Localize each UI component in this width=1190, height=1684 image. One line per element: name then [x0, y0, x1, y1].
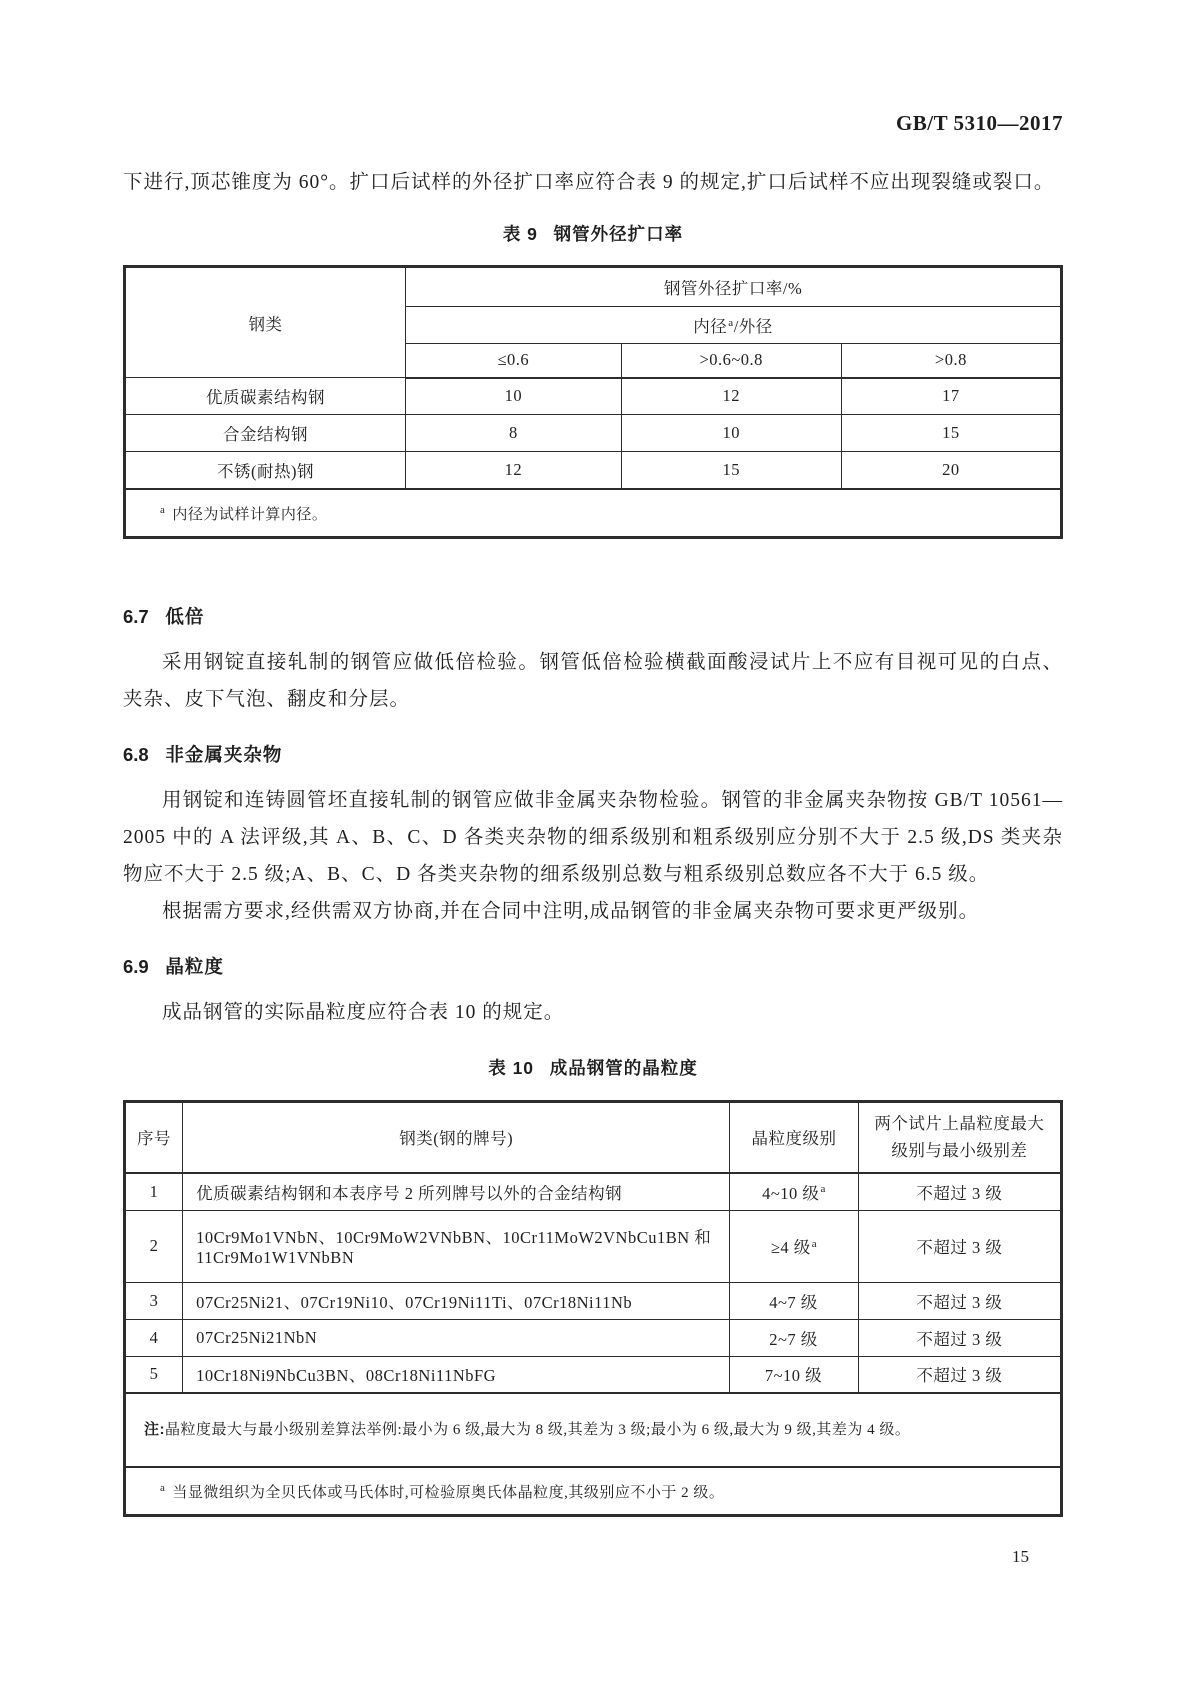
- row-number-cell: 3: [125, 1282, 183, 1319]
- table9-corner-header: 钢类: [125, 267, 406, 378]
- table-row: [125, 1356, 1062, 1393]
- table10-header-grain: 晶粒度级别: [730, 1101, 858, 1173]
- footnote-marker-a: a: [811, 1237, 818, 1250]
- value-cell: 15: [841, 415, 1061, 452]
- grain-level-cell: 4~10 级$^a$: [730, 1173, 858, 1210]
- table10-header-diff: 两个试片上晶粒度最大 级别与最小级别差: [858, 1101, 1061, 1173]
- steel-type-cell: 不锈(耐热)钢: [125, 452, 406, 489]
- table9-flaring-ratio: [123, 265, 1063, 539]
- row-number-cell: 1: [125, 1173, 183, 1210]
- steel-grade-cell: 10Cr9Mo1VNbN、10Cr9MoW2VNbBN、10Cr11MoW2VNbCu1BN 和 11Cr9Mo1W1VNbBN: [183, 1210, 730, 1282]
- value-cell: 12: [621, 378, 841, 415]
- table10-caption: [123, 1055, 1063, 1080]
- intro-paragraph: 下进行,顶芯锥度为 60°。扩口后试样的外径扩口率应符合表 9 的规定,扩口后试样不应出现裂缝或裂口。: [123, 172, 1055, 193]
- steel-type-cell: 优质碳素结构钢: [125, 378, 406, 415]
- diff-cell: 不超过 3 级: [858, 1356, 1061, 1393]
- table-row: [125, 415, 1062, 452]
- row-number-cell: 4: [125, 1319, 183, 1356]
- table-row: [125, 452, 1062, 489]
- footnote-marker-a: a: [820, 1183, 826, 1196]
- row-number-cell: 5: [125, 1356, 183, 1393]
- table10-header-steel: 钢类(钢的牌号): [183, 1101, 730, 1173]
- table-row: [125, 1282, 1062, 1319]
- table10-caption-title: 成品钢管的晶粒度: [549, 1057, 698, 1078]
- grain-level-cell: 7~10 级: [730, 1356, 858, 1393]
- table9-ratio-header: >0.8: [841, 344, 1061, 378]
- row-number-cell: 2: [125, 1210, 183, 1282]
- table10-caption-label: 表 10: [488, 1057, 535, 1078]
- table9-ratio-header: ≤0.6: [406, 344, 622, 378]
- grain-level-cell: 4~7 级: [730, 1282, 858, 1319]
- table9-header-row-1: [125, 267, 1062, 307]
- grain-level-cell: 2~7 级: [730, 1319, 858, 1356]
- table9-footnote: $^a$ 内径为试样计算内径。: [125, 489, 1062, 538]
- diff-cell: 不超过 3 级: [858, 1282, 1061, 1319]
- section-6-7-paragraph: 采用钢锭直接轧制的钢管应做低倍检验。钢管低倍检验横截面酸浸试片上不应有目视可见的白点、夹杂、皮下气泡、翻皮和分层。: [123, 651, 1063, 710]
- note-label: 注:: [144, 1421, 165, 1438]
- section-heading-6-9: 6.9 晶粒度: [123, 955, 224, 977]
- table9-subheader: 内径$^a$/外径: [406, 307, 1062, 344]
- diff-cell: 不超过 3 级: [858, 1173, 1061, 1210]
- value-cell: 10: [406, 378, 622, 415]
- table9-caption: [123, 221, 1063, 246]
- value-cell: 8: [406, 415, 622, 452]
- section-6-8-paragraph-2: 根据需方要求,经供需双方协商,并在合同中注明,成品钢管的非金属夹杂物可要求更严级别。: [162, 900, 980, 922]
- value-cell: 10: [621, 415, 841, 452]
- table9-caption-label: 表 9: [502, 224, 538, 244]
- value-cell: 12: [406, 452, 622, 489]
- table9-caption-title: 钢管外径扩口率: [553, 224, 684, 244]
- table10-grain-size: [123, 1100, 1063, 1518]
- section-heading-6-8: 6.8 非金属夹杂物: [123, 743, 283, 765]
- steel-type-cell: 合金结构钢: [125, 415, 406, 452]
- table-row: [125, 1210, 1062, 1282]
- steel-grade-cell: 07Cr25Ni21NbN: [183, 1319, 730, 1356]
- value-cell: 17: [841, 378, 1061, 415]
- diff-cell: 不超过 3 级: [858, 1210, 1061, 1282]
- footnote-marker-a: a: [160, 1482, 166, 1494]
- table10-footnote-row: [125, 1467, 1062, 1516]
- value-cell: 15: [621, 452, 841, 489]
- standard-code: GB/T 5310—2017: [895, 111, 1063, 135]
- diff-cell: 不超过 3 级: [858, 1319, 1061, 1356]
- table-row: [125, 378, 1062, 415]
- table10-header-no: 序号: [125, 1101, 183, 1173]
- table9-footnote-row: [125, 489, 1062, 538]
- table10-footnote: $^a$ 当显微组织为全贝氏体或马氏体时,可检验原奥氏体晶粒度,其级别应不小于 2 级。: [125, 1467, 1062, 1516]
- section-6-8-paragraph-1: 用钢锭和连铸圆管坯直接轧制的钢管应做非金属夹杂物检验。钢管的非金属夹杂物按 GB/T 10561—2005 中的 A 法评级,其 A、B、C、D 各类夹杂物的细系级别和粗系级别应分别不大于 2.5 级,DS 类夹杂物应不大于 2.5 级;A、B、C、D 各类夹杂物的细系级别总数与粗系级别总数应各不大于 6.5 级。: [123, 789, 1063, 885]
- page-number: 15: [1012, 1547, 1029, 1566]
- table-row: [125, 1319, 1062, 1356]
- footnote-marker-a: a: [728, 316, 734, 329]
- table10-note-row: [125, 1393, 1062, 1467]
- steel-grade-cell: 07Cr25Ni21、07Cr19Ni10、07Cr19Ni11Ti、07Cr18Ni11Nb: [183, 1282, 730, 1319]
- grain-level-cell: ≥4 级$^a$: [730, 1210, 858, 1282]
- section-heading-6-7: 6.7 低倍: [123, 605, 205, 627]
- value-cell: 20: [841, 452, 1061, 489]
- table-row: [125, 1173, 1062, 1210]
- section-6-9-paragraph: 成品钢管的实际晶粒度应符合表 10 的规定。: [162, 1001, 565, 1023]
- steel-grade-cell: 10Cr18Ni9NbCu3BN、08Cr18Ni11NbFG: [183, 1356, 730, 1393]
- footnote-marker-a: a: [160, 503, 166, 516]
- table10-header-row: [125, 1101, 1062, 1173]
- table9-group-header: 钢管外径扩口率/%: [406, 267, 1062, 307]
- table9-ratio-header: >0.6~0.8: [621, 344, 841, 378]
- steel-grade-cell: 优质碳素结构钢和本表序号 2 所列牌号以外的合金结构钢: [183, 1173, 730, 1210]
- table10-note: 注:晶粒度最大与最小级别差算法举例:最小为 6 级,最大为 8 级,其差为 3 级;最小为 6 级,最大为 9 级,其差为 4 级。: [125, 1393, 1062, 1467]
